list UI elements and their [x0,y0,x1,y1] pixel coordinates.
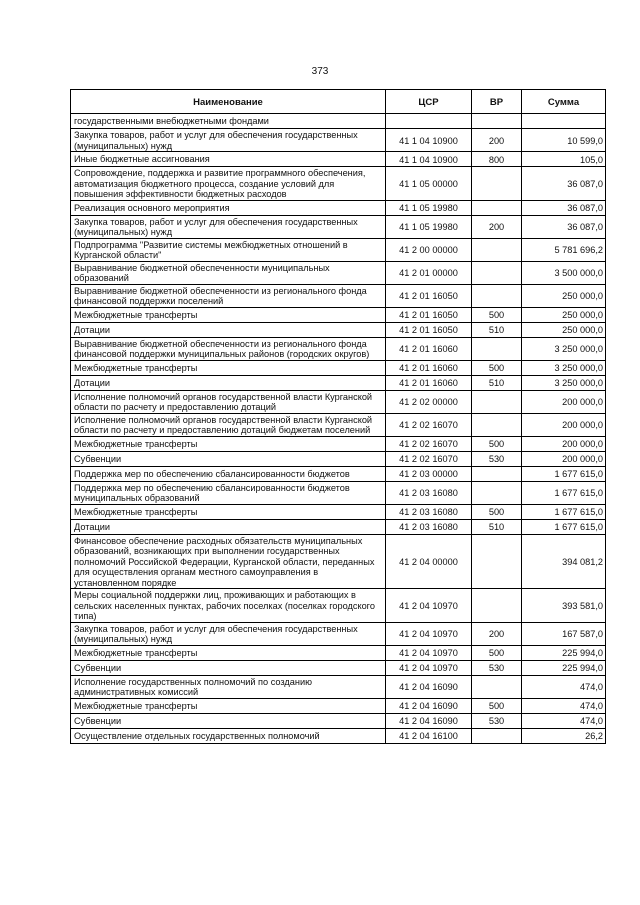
name-cell: Исполнение полномочий органов государственной власти Курганской области по расчету и предоставлению дотаций бюджетам поселений [71,413,386,436]
name-cell: Реализация основного мероприятия [71,200,386,215]
vr-cell: 200 [472,215,522,238]
csr-cell: 41 2 02 16070 [386,413,472,436]
name-cell: Поддержка мер по обеспечению сбалансированности бюджетов [71,466,386,481]
table-row [71,215,606,238]
csr-cell: 41 2 01 16060 [386,375,472,390]
table-row [71,129,606,152]
csr-cell: 41 1 05 00000 [386,167,472,201]
name-cell: Межбюджетные трансферты [71,504,386,519]
name-cell: Осуществление отдельных государственных полномочий [71,728,386,743]
vr-cell [472,728,522,743]
sum-cell: 200 000,0 [522,390,606,413]
vr-cell [472,675,522,698]
vr-cell [472,167,522,201]
csr-cell: 41 2 01 16050 [386,284,472,307]
name-cell: Исполнение полномочий органов государственной власти Курганской области по расчету и предоставлению дотаций [71,390,386,413]
table-row [71,622,606,645]
csr-cell: 41 2 04 10970 [386,660,472,675]
sum-cell: 3 250 000,0 [522,360,606,375]
vr-cell [472,261,522,284]
table-row [71,337,606,360]
table-row [71,519,606,534]
vr-cell [472,413,522,436]
table-row [71,713,606,728]
sum-cell: 1 677 615,0 [522,466,606,481]
table-row [71,436,606,451]
name-cell: Сопровождение, поддержка и развитие программного обеспечения, автоматизация бюджетного процесса, создание условий для повышения эффективности бюджетных расходов [71,167,386,201]
sum-cell: 167 587,0 [522,622,606,645]
sum-cell: 474,0 [522,675,606,698]
name-cell: Межбюджетные трансферты [71,360,386,375]
sum-cell: 36 087,0 [522,167,606,201]
vr-cell [472,589,522,623]
csr-cell: 41 2 04 16090 [386,675,472,698]
name-cell: Межбюджетные трансферты [71,645,386,660]
budget-table [70,89,606,744]
sum-cell: 250 000,0 [522,322,606,337]
sum-cell: 200 000,0 [522,436,606,451]
name-cell: Закупка товаров, работ и услуг для обеспечения государственных (муниципальных) нужд [71,622,386,645]
csr-cell: 41 2 03 16080 [386,504,472,519]
name-cell: государственными внебюджетными фондами [71,114,386,129]
name-cell: Меры социальной поддержки лиц, проживающих и работающих в сельских населенных пунктах, рабочих поселках (поселках городского типа) [71,589,386,623]
sum-cell [522,114,606,129]
name-cell: Межбюджетные трансферты [71,436,386,451]
sum-cell: 3 500 000,0 [522,261,606,284]
name-cell: Выравнивание бюджетной обеспеченности муниципальных образований [71,261,386,284]
vr-cell [472,534,522,589]
name-cell: Закупка товаров, работ и услуг для обеспечения государственных (муниципальных) нужд [71,215,386,238]
csr-cell: 41 2 04 16090 [386,713,472,728]
csr-cell: 41 1 04 10900 [386,152,472,167]
sum-cell: 26,2 [522,728,606,743]
name-cell: Исполнение государственных полномочий по созданию административных комиссий [71,675,386,698]
table-row [71,645,606,660]
table-header-row [71,90,606,114]
table-row [71,307,606,322]
table-row [71,698,606,713]
table-row [71,451,606,466]
name-cell: Выравнивание бюджетной обеспеченности из регионального фонда финансовой поддержки муниципальных районов (городских округов) [71,337,386,360]
vr-cell: 510 [472,519,522,534]
vr-cell [472,284,522,307]
csr-cell: 41 2 01 16050 [386,322,472,337]
vr-cell: 500 [472,698,522,713]
csr-cell: 41 2 02 16070 [386,451,472,466]
csr-cell: 41 2 04 10970 [386,645,472,660]
table-row [71,200,606,215]
header-csr: ЦСР [386,90,472,114]
table-row [71,660,606,675]
table-body [71,114,606,744]
sum-cell: 200 000,0 [522,451,606,466]
vr-cell [472,466,522,481]
name-cell: Субвенции [71,451,386,466]
name-cell: Поддержка мер по обеспечению сбалансированности бюджетов муниципальных образований [71,481,386,504]
sum-cell: 394 081,2 [522,534,606,589]
table-row [71,390,606,413]
csr-cell: 41 1 05 19980 [386,215,472,238]
table-row [71,375,606,390]
table-row [71,466,606,481]
csr-cell: 41 2 04 00000 [386,534,472,589]
vr-cell [472,200,522,215]
vr-cell [472,481,522,504]
csr-cell: 41 1 05 19980 [386,200,472,215]
table-row [71,322,606,337]
vr-cell: 500 [472,307,522,322]
table-row [71,534,606,589]
sum-cell: 474,0 [522,713,606,728]
csr-cell: 41 2 03 16080 [386,519,472,534]
sum-cell: 250 000,0 [522,307,606,322]
csr-cell: 41 2 03 16080 [386,481,472,504]
name-cell: Выравнивание бюджетной обеспеченности из регионального фонда финансовой поддержки поселений [71,284,386,307]
table-row [71,504,606,519]
sum-cell: 225 994,0 [522,660,606,675]
table-row [71,261,606,284]
vr-cell: 200 [472,129,522,152]
name-cell: Закупка товаров, работ и услуг для обеспечения государственных (муниципальных) нужд [71,129,386,152]
csr-cell: 41 2 00 00000 [386,238,472,261]
csr-cell: 41 2 01 16060 [386,360,472,375]
table-row [71,238,606,261]
csr-cell: 41 1 04 10900 [386,129,472,152]
csr-cell: 41 2 01 00000 [386,261,472,284]
vr-cell: 510 [472,375,522,390]
vr-cell: 500 [472,436,522,451]
vr-cell: 500 [472,645,522,660]
sum-cell: 1 677 615,0 [522,519,606,534]
sum-cell: 474,0 [522,698,606,713]
vr-cell: 530 [472,713,522,728]
sum-cell: 3 250 000,0 [522,337,606,360]
header-sum: Сумма [522,90,606,114]
vr-cell [472,390,522,413]
name-cell: Субвенции [71,713,386,728]
header-name: Наименование [71,90,386,114]
table-row [71,413,606,436]
vr-cell: 500 [472,360,522,375]
vr-cell: 530 [472,451,522,466]
sum-cell: 10 599,0 [522,129,606,152]
sum-cell: 3 250 000,0 [522,375,606,390]
csr-cell: 41 2 01 16050 [386,307,472,322]
sum-cell: 225 994,0 [522,645,606,660]
vr-cell [472,337,522,360]
sum-cell: 393 581,0 [522,589,606,623]
page-number: 373 [311,66,329,77]
name-cell: Дотации [71,375,386,390]
table-row [71,481,606,504]
name-cell: Подпрограмма "Развитие системы межбюджетных отношений в Курганской области" [71,238,386,261]
sum-cell: 1 677 615,0 [522,504,606,519]
table-row [71,114,606,129]
table-row [71,360,606,375]
name-cell: Финансовое обеспечение расходных обязательств муниципальных образований, возникающих при выполнении государственных полномочий Российской Федерации, Курганской области, переданных для осуществления органам местного самоуправления в установленном порядке [71,534,386,589]
vr-cell: 510 [472,322,522,337]
sum-cell: 105,0 [522,152,606,167]
vr-cell: 530 [472,660,522,675]
csr-cell: 41 2 02 00000 [386,390,472,413]
vr-cell: 800 [472,152,522,167]
name-cell: Дотации [71,322,386,337]
table-row [71,152,606,167]
name-cell: Иные бюджетные ассигнования [71,152,386,167]
table-row [71,728,606,743]
table-row [71,167,606,201]
name-cell: Межбюджетные трансферты [71,307,386,322]
csr-cell: 41 2 02 16070 [386,436,472,451]
table-row [71,284,606,307]
name-cell: Субвенции [71,660,386,675]
sum-cell: 36 087,0 [522,200,606,215]
sum-cell: 36 087,0 [522,215,606,238]
csr-cell: 41 2 04 10970 [386,622,472,645]
vr-cell: 500 [472,504,522,519]
csr-cell: 41 2 01 16060 [386,337,472,360]
csr-cell: 41 2 04 10970 [386,589,472,623]
sum-cell: 200 000,0 [522,413,606,436]
vr-cell: 200 [472,622,522,645]
table-row [71,675,606,698]
vr-cell [472,114,522,129]
csr-cell: 41 2 04 16090 [386,698,472,713]
table-row [71,589,606,623]
name-cell: Дотации [71,519,386,534]
csr-cell: 41 2 04 16100 [386,728,472,743]
sum-cell: 5 781 696,2 [522,238,606,261]
csr-cell: 41 2 03 00000 [386,466,472,481]
sum-cell: 250 000,0 [522,284,606,307]
header-vr: ВР [472,90,522,114]
sum-cell: 1 677 615,0 [522,481,606,504]
name-cell: Межбюджетные трансферты [71,698,386,713]
csr-cell [386,114,472,129]
vr-cell [472,238,522,261]
